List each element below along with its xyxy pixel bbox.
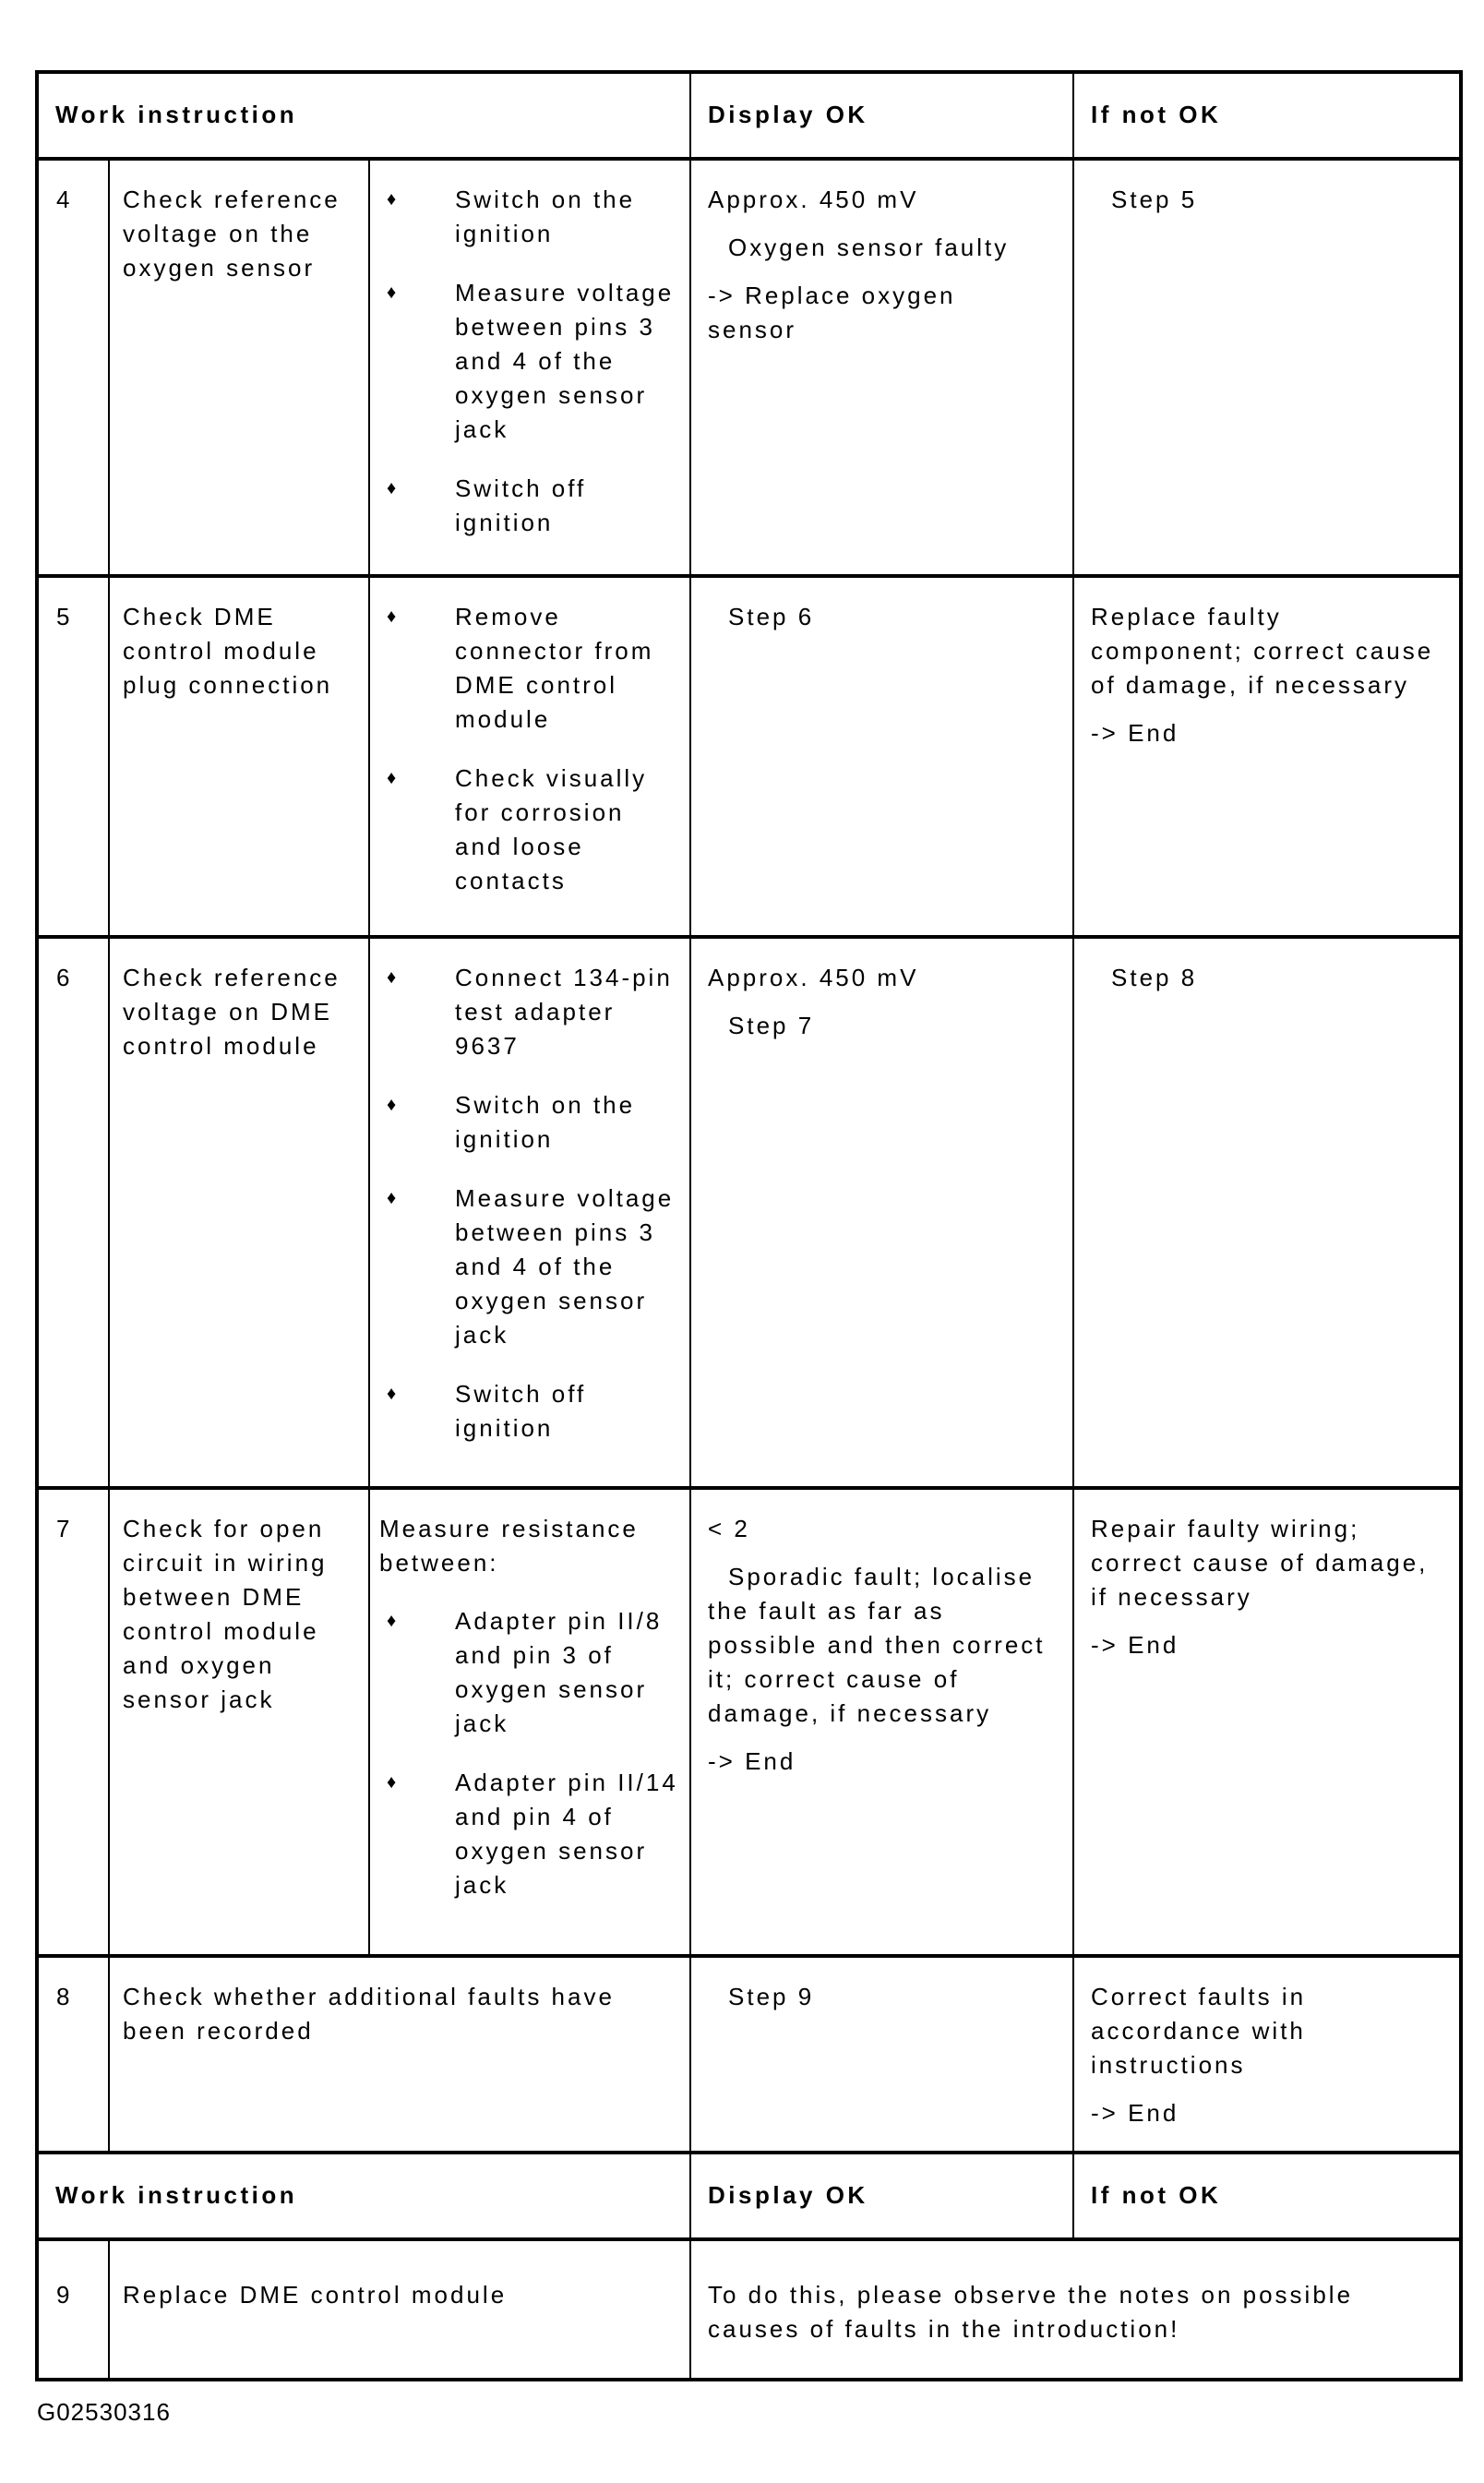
instruction-text: Check DME control module plug connection: [123, 603, 333, 699]
bullet-diamond-icon: ♦: [387, 1772, 397, 1793]
display-ok-text: Step 7: [728, 1012, 815, 1039]
action-text: Measure voltage between pins 3 and 4 of the oxygen sensor jack: [455, 1184, 675, 1349]
if-not-ok-text: Step 5: [1111, 186, 1198, 213]
if-not-ok-text: -> End: [1091, 1631, 1179, 1659]
if-not-ok-text: Replace faulty component; correct cause of damage, if necessary: [1091, 603, 1434, 699]
actions-cell: [370, 578, 691, 939]
instruction-cell: [110, 1958, 691, 2154]
header-if-not-ok: If not OK: [1074, 2154, 1459, 2241]
step-number-cell: 8: [39, 1958, 110, 2154]
action-text: Measure voltage between pins 3 and 4 of the oxygen sensor jack: [455, 279, 675, 443]
display-ok-cell: [691, 161, 1074, 578]
step-number-cell: 9: [39, 2241, 110, 2378]
actions-cell: [370, 939, 691, 1490]
action-item: [370, 762, 679, 898]
note-cell: [691, 2241, 1459, 2378]
action-text: Connect 134-pin test adapter 9637: [455, 964, 673, 1060]
display-ok-text: < 2: [708, 1515, 750, 1542]
action-item: [370, 600, 679, 737]
display-ok-cell: [691, 1490, 1074, 1958]
if-not-ok-text: Repair faulty wiring; correct cause of damage, if necessary: [1091, 1515, 1429, 1611]
instruction-cell: [110, 2241, 691, 2378]
step-number-cell: 5: [39, 578, 110, 939]
action-item: [370, 1088, 679, 1157]
action-item: [370, 961, 679, 1063]
display-ok-text: Step 9: [728, 1983, 815, 2010]
action-item: [370, 1377, 679, 1445]
step-number-cell: 6: [39, 939, 110, 1490]
action-item: [370, 1604, 679, 1741]
display-ok-text: -> Replace oxygen sensor: [708, 282, 956, 343]
instruction-cell: [110, 578, 370, 939]
bullet-diamond-icon: ♦: [387, 189, 397, 210]
if-not-ok-cell: [1074, 578, 1459, 939]
header-if-not-ok: If not OK: [1074, 74, 1459, 161]
instruction-text: Check reference voltage on DME control module: [123, 964, 341, 1060]
display-ok-cell: [691, 578, 1074, 939]
if-not-ok-cell: [1074, 1958, 1459, 2154]
action-text: Adapter pin II/8 and pin 3 of oxygen sensor jack: [455, 1607, 663, 1737]
display-ok-text: -> End: [708, 1747, 796, 1775]
action-text: Check visually for corrosion and loose contacts: [455, 764, 648, 894]
display-ok-text: Approx. 450 mV: [708, 186, 919, 213]
bullet-diamond-icon: ♦: [387, 282, 397, 303]
action-text: Switch off ignition: [455, 1380, 587, 1442]
bullet-diamond-icon: ♦: [387, 768, 397, 788]
display-ok-cell: [691, 939, 1074, 1490]
display-ok-cell: [691, 1958, 1074, 2154]
bullet-diamond-icon: ♦: [387, 606, 397, 627]
action-item: [370, 1766, 679, 1902]
if-not-ok-text: -> End: [1091, 2099, 1179, 2127]
instruction-text: Check reference voltage on the oxygen sensor: [123, 186, 341, 282]
action-text: Remove connector from DME control module: [455, 603, 654, 733]
actions-intro-text: Measure resistance between:: [379, 1515, 639, 1577]
actions-list: [370, 1604, 679, 1902]
action-item: [370, 183, 679, 251]
header-work-instruction: Work instruction: [39, 74, 691, 161]
if-not-ok-cell: [1074, 1490, 1459, 1958]
header-work-instruction: Work instruction: [39, 2154, 691, 2241]
diagnostic-table: [35, 70, 1463, 2381]
bullet-diamond-icon: ♦: [387, 1384, 397, 1404]
actions-list: [370, 600, 679, 898]
step-number-cell: 4: [39, 161, 110, 578]
display-ok-text: Sporadic fault; localise the fault as far as possible and then correct it; correct cause of damage, if necessary: [708, 1563, 1046, 1727]
if-not-ok-text: -> End: [1091, 719, 1179, 747]
instruction-text: Check whether additional faults have been recorded: [123, 1983, 615, 2045]
actions-cell: [370, 161, 691, 578]
actions-cell: [370, 1490, 691, 1958]
bullet-diamond-icon: ♦: [387, 1611, 397, 1631]
instruction-cell: [110, 939, 370, 1490]
step-number-cell: 7: [39, 1490, 110, 1958]
action-item: [370, 276, 679, 447]
if-not-ok-text: Correct faults in accordance with instructions: [1091, 1983, 1307, 2079]
bullet-diamond-icon: ♦: [387, 967, 397, 988]
actions-list: [370, 961, 679, 1445]
actions-list: [370, 183, 679, 540]
bullet-diamond-icon: ♦: [387, 1188, 397, 1208]
if-not-ok-cell: [1074, 939, 1459, 1490]
note-text: To do this, please observe the notes on possible causes of faults in the introduction!: [708, 2281, 1354, 2343]
bullet-diamond-icon: ♦: [387, 478, 397, 498]
header-display-ok: Display OK: [691, 2154, 1074, 2241]
action-item: [370, 472, 679, 540]
instruction-text: Replace DME control module: [123, 2281, 508, 2309]
header-display-ok: Display OK: [691, 74, 1074, 161]
action-text: Switch on the ignition: [455, 1091, 636, 1153]
instruction-cell: [110, 1490, 370, 1958]
action-text: Switch off ignition: [455, 474, 587, 536]
figure-code: G02530316: [37, 2398, 171, 2426]
instruction-text: Check for open circuit in wiring between DME control module and oxygen sensor jack: [123, 1515, 328, 1713]
if-not-ok-text: Step 8: [1111, 964, 1198, 991]
bullet-diamond-icon: ♦: [387, 1095, 397, 1115]
if-not-ok-cell: [1074, 161, 1459, 578]
action-text: Switch on the ignition: [455, 186, 636, 247]
display-ok-text: Step 6: [728, 603, 815, 630]
display-ok-text: Approx. 450 mV: [708, 964, 919, 991]
instruction-cell: [110, 161, 370, 578]
action-item: [370, 1182, 679, 1352]
display-ok-text: Oxygen sensor faulty: [728, 234, 1010, 261]
action-text: Adapter pin II/14 and pin 4 of oxygen sensor jack: [455, 1769, 678, 1899]
